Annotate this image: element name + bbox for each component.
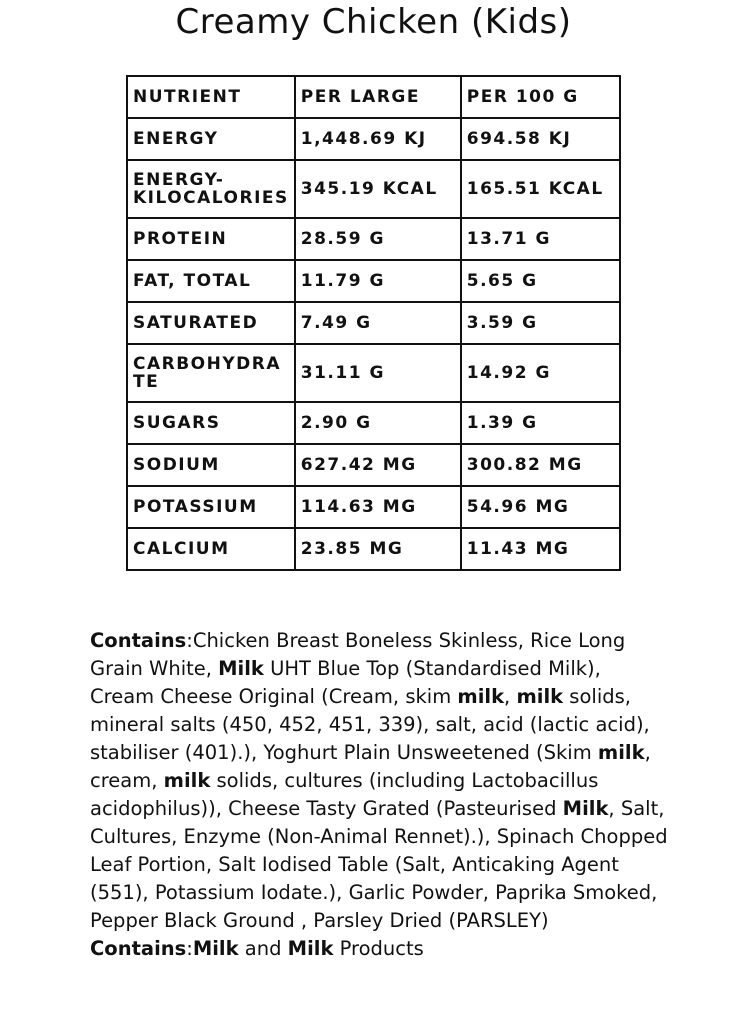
table-row — [127, 402, 620, 444]
table-header-row — [127, 76, 620, 118]
table-row — [127, 528, 620, 570]
per-large-cell: 7.49 G — [295, 302, 461, 344]
nutrition-table — [126, 75, 621, 571]
nutrient-cell: POTASSIUM — [127, 486, 295, 528]
allergen-highlight: Milk — [218, 657, 264, 680]
table-row — [127, 260, 620, 302]
ingredients-paragraph: Contains:Chicken Breast Boneless Skinless, Rice Long Grain White, Milk UHT Blue Top (Standardised Milk), Cream Cheese Original (Cream, skim milk, milk solids, mineral salts (450, 452, 451, 339), salt, acid (lactic acid), stabiliser (401).), Yoghurt Plain Unsweetened (Skim milk, cream, milk solids, cultures (including Lactobacillus acidophilus)), Cheese Tasty Grated (Pasteurised Milk, Salt, Cultures, Enzyme (Non-Animal Rennet).), Spinach Chopped Leaf Portion, Salt Iodised Table (Salt, Anticaking Agent (551), Potassium Iodate.), Garlic Powder, Paprika Smoked, Pepper Black Ground , Parsley Dried (PARSLEY) — [90, 629, 668, 932]
ingredient-text: solids, cultures (including Lactobacillus acidophilus)), Cheese Tasty Grated (Pasteurised — [90, 769, 599, 820]
allergen-highlight: Milk — [562, 797, 609, 820]
per-100g-cell: 5.65 G — [461, 260, 620, 302]
per-100g-cell: 694.58 KJ — [461, 118, 620, 160]
per-100g-cell: 11.43 MG — [461, 528, 620, 570]
header-nutrient: NUTRIENT — [127, 76, 295, 118]
page-title: Creamy Chicken (Kids) — [175, 2, 572, 42]
per-100g-cell: 54.96 MG — [461, 486, 620, 528]
header-per-100g: PER 100 G — [461, 76, 620, 118]
allergen-highlight: milk — [163, 769, 211, 792]
per-100g-cell: 165.51 KCAL — [461, 160, 620, 218]
table-row — [127, 160, 620, 218]
ingredient-text: , — [504, 685, 517, 708]
header-per-large: PER LARGE — [295, 76, 461, 118]
allergens-label: Contains — [90, 937, 187, 960]
nutrient-cell: SODIUM — [127, 444, 295, 486]
table-row — [127, 118, 620, 160]
allergen-highlight: milk — [457, 685, 505, 708]
nutrient-cell: FAT, TOTAL — [127, 260, 295, 302]
per-large-cell: 114.63 MG — [295, 486, 461, 528]
ingredients-section — [90, 627, 670, 963]
table-row — [127, 218, 620, 260]
allergens-paragraph: Contains:Milk and Milk Products — [90, 937, 424, 960]
allergen-1: Milk — [192, 937, 239, 960]
per-large-cell: 2.90 G — [295, 402, 461, 444]
nutrient-cell: SATURATED — [127, 302, 295, 344]
nutrient-cell: PROTEIN — [127, 218, 295, 260]
per-large-cell: 11.79 G — [295, 260, 461, 302]
ingredient-text: solids, mineral salts (450, 452, 451, 339), salt, acid (lactic acid), stabiliser (401).), Yoghurt Plain Unsweetened (Skim — [90, 685, 650, 764]
nutrient-cell: CARBOHYDRATE — [127, 344, 295, 402]
nutrient-cell: ENERGY — [127, 118, 295, 160]
nutrient-cell: ENERGY-KILOCALORIES — [127, 160, 295, 218]
per-large-cell: 1,448.69 KJ — [295, 118, 461, 160]
table-row — [127, 302, 620, 344]
allergen-highlight: milk — [597, 741, 645, 764]
per-large-cell: 345.19 KCAL — [295, 160, 461, 218]
table-row — [127, 344, 620, 402]
nutrient-cell: CALCIUM — [127, 528, 295, 570]
ingredient-text: Chicken Breast Boneless Skinless, Rice Long Grain White, — [90, 629, 626, 680]
per-100g-cell: 13.71 G — [461, 218, 620, 260]
per-large-cell: 28.59 G — [295, 218, 461, 260]
ingredient-text: , cream, — [90, 741, 651, 792]
ingredient-text: UHT Blue Top (Standardised Milk), Cream Cheese Original (Cream, skim — [90, 657, 601, 708]
per-100g-cell: 300.82 MG — [461, 444, 620, 486]
allergen-2: Milk — [287, 937, 334, 960]
table-row — [127, 444, 620, 486]
per-large-cell: 627.42 MG — [295, 444, 461, 486]
per-100g-cell: 1.39 G — [461, 402, 620, 444]
nutrient-cell: SUGARS — [127, 402, 295, 444]
ingredient-text: , Salt, Cultures, Enzyme (Non-Animal Rennet).), Spinach Chopped Leaf Portion, Salt Iodised Table (Salt, Anticaking Agent (551), Potassium Iodate.), Garlic Powder, Paprika Smoked, Pepper Black Ground , Parsley Dried (PARSLEY) — [90, 797, 668, 932]
per-100g-cell: 14.92 G — [461, 344, 620, 402]
table-row — [127, 486, 620, 528]
contains-label: Contains — [90, 629, 187, 652]
allergen-highlight: milk — [516, 685, 564, 708]
per-100g-cell: 3.59 G — [461, 302, 620, 344]
allergen-suffix: Products — [333, 937, 424, 960]
per-large-cell: 31.11 G — [295, 344, 461, 402]
per-large-cell: 23.85 MG — [295, 528, 461, 570]
allergen-joiner: and — [238, 937, 288, 960]
